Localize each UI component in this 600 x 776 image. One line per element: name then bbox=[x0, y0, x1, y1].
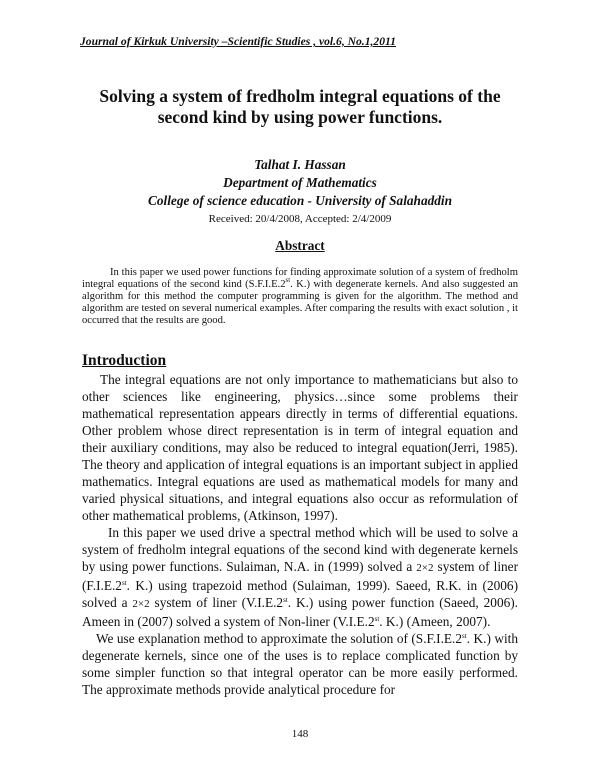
p3-sup: st bbox=[462, 632, 467, 640]
journal-header: Journal of Kirkuk University –Scientific Studies , vol.6, No.1,2011 bbox=[80, 35, 396, 48]
paper-title bbox=[60, 86, 540, 128]
title-line-2: second kind by using power functions. bbox=[157, 107, 443, 127]
page-number: 148 bbox=[291, 728, 309, 740]
author-department: Department of Mathematics bbox=[223, 175, 377, 190]
introduction-heading: Introduction bbox=[82, 352, 167, 369]
p2-sup-1: st bbox=[121, 579, 127, 587]
abstract-text bbox=[82, 267, 518, 327]
abstract-text-b: . K.) with degenerate kernels. And also suggested an algorithm for this method the computer programming is given for the algorithm. The method and algorithm are tested on several numerical examples. After comparing the results with exact solution , it occurred that the results are good. bbox=[82, 279, 518, 326]
intro-paragraph-3 bbox=[82, 630, 518, 698]
p3-text-a: We use explanation method to approximate the solution of (S.F.I.E.2 bbox=[96, 631, 463, 646]
introduction-body bbox=[82, 371, 518, 698]
intro-paragraph-2 bbox=[82, 524, 518, 630]
abstract-heading: Abstract bbox=[275, 238, 325, 253]
matrix-size-2: 2×2 bbox=[132, 598, 150, 610]
author-block bbox=[60, 156, 540, 228]
received-dates: Received: 20/4/2008, Accepted: 2/4/2009 bbox=[208, 213, 392, 225]
p2-text-e: . K.) using power function (Saeed, 2006). Ameen in (2007) solved a system of Non-liner (V.I.E.2 bbox=[82, 595, 518, 629]
author-college: College of science education - University of Salahaddin bbox=[148, 193, 452, 208]
matrix-size-1: 2×2 bbox=[416, 562, 434, 574]
p2-text-b: system of liner (F.I.E.2 bbox=[82, 559, 518, 593]
p2-text-f: . K.) (Ameen, 2007). bbox=[379, 614, 491, 629]
abstract-sup: st bbox=[285, 276, 291, 284]
p2-sup-2: st bbox=[283, 596, 288, 604]
p2-text-d: system of liner (V.I.E.2 bbox=[149, 595, 284, 610]
p3-text-b: . K.) with degenerate kernels, since one of the uses is to replace complicated function by some simpler function so that integral operator can be more easily performed. The approximate methods provide analytical procedure for bbox=[82, 631, 518, 697]
p2-sup-3: st bbox=[374, 615, 380, 623]
p2-text-c: . K.) using trapezoid method (Sulaiman, 1999). Saeed, R.K. in (2006) solved a bbox=[82, 578, 518, 610]
intro-paragraph-1: The integral equations are not only importance to mathematicians but also to other sciences like engineering, physics…since some problems their mathematical representation appears directly in terms of differential equations. Other problem whose direct representation is in term of integral equation and their auxiliary conditions, may also be reduced to integral equation(Jerri, 1985). The theory and application of integral equations is an important subject in applied mathematics. Integral equations are used as mathematical models for many and varied physical situations, and integral equations also occur as reformulation of other mathematical problems, (Atkinson, 1997). bbox=[82, 372, 518, 523]
title-line-1: Solving a system of fredholm integral equations of the bbox=[99, 86, 501, 106]
p2-text-a: In this paper we used drive a spectral method which will be used to solve a system of fredholm integral equations of the second kind with degenerate kernels by using power functions. Sulaiman, N.A. in (1999) solved a bbox=[82, 525, 518, 574]
author-name: Talhat I. Hassan bbox=[254, 157, 346, 172]
abstract-text-a: In this paper we used power functions for finding approximate solution of a system of fredholm integral equations of the second kind (S.F.I.E.2 bbox=[82, 267, 518, 290]
